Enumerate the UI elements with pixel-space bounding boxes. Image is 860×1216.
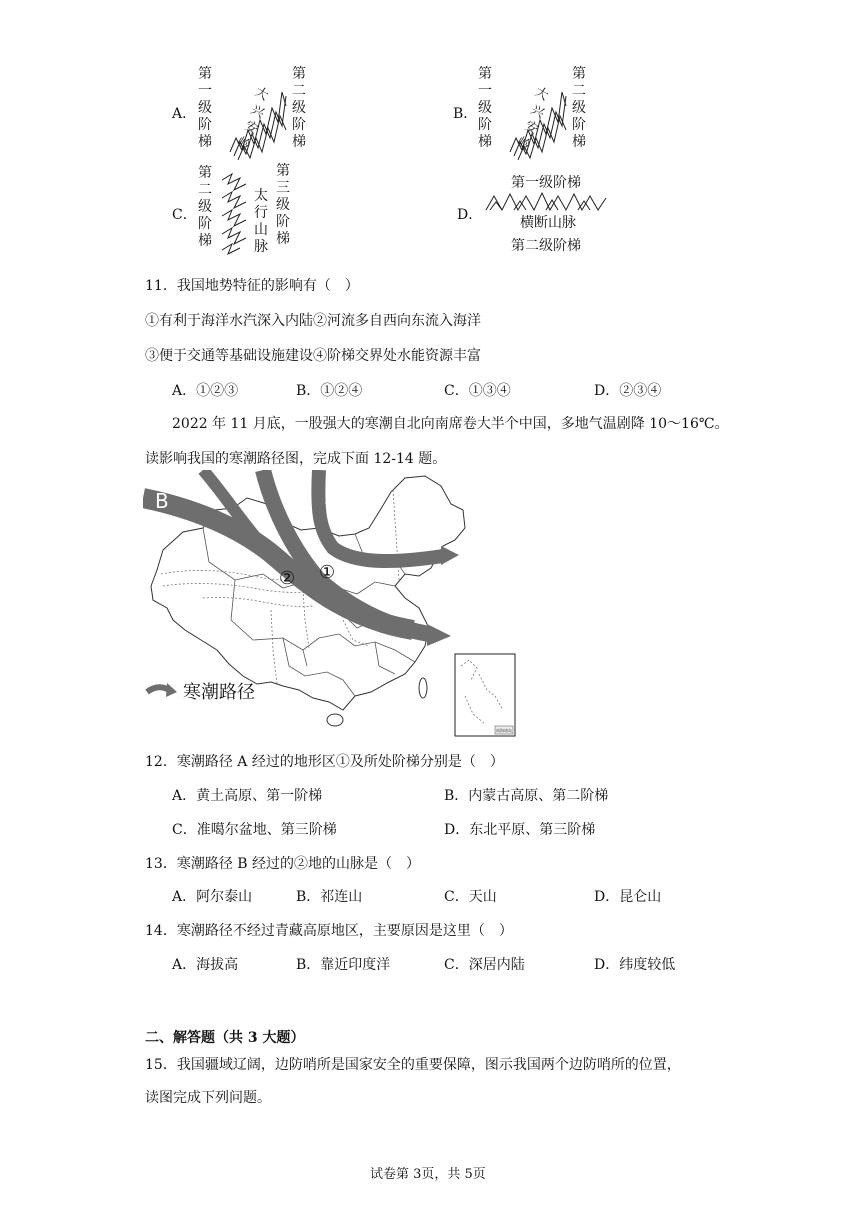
vertical-char: 二	[198, 182, 212, 198]
question-12-option-c[interactable]: C．准噶尔盆地、第三阶梯	[172, 822, 337, 838]
inset-label: 南海诸岛	[496, 728, 512, 733]
mountain-range-icon	[220, 72, 290, 160]
map-svg	[143, 470, 523, 740]
vertical-char: 一	[198, 83, 212, 99]
svg-text:安: 安	[242, 118, 261, 138]
svg-text:岭: 岭	[234, 134, 253, 154]
question-11-option-a[interactable]: A．①②③	[172, 383, 239, 399]
cold-wave-route-map	[143, 470, 523, 740]
question-14-option-c[interactable]: C．深居内陆	[444, 957, 525, 973]
question-13-option-b[interactable]: B．祁连山	[296, 889, 363, 905]
question-12-option-b[interactable]: B．内蒙古高原、第二阶梯	[444, 788, 609, 804]
mountain-range-icon	[218, 170, 254, 256]
question-13-option-d[interactable]: D．昆仑山	[594, 889, 662, 905]
vertical-char: 二	[572, 83, 586, 99]
vertical-char: 脉	[254, 239, 268, 255]
right-step-label	[292, 66, 306, 151]
mountain-range-icon	[500, 72, 570, 160]
question-13-stem: 13．寒潮路径 B 经过的②地的山脉是（ ）	[145, 856, 421, 872]
vertical-char: 梯	[292, 134, 306, 150]
marker-1: ①	[319, 562, 336, 583]
question-14-option-b[interactable]: B．靠近印度洋	[296, 957, 391, 973]
right-step-label	[276, 163, 290, 248]
option-letter: A．	[172, 106, 197, 122]
option-letter: B．	[453, 106, 478, 122]
question-11-option-d[interactable]: D．②③④	[594, 383, 662, 399]
question-11-stem: 11．我国地势特征的影响有（ ）	[145, 278, 359, 294]
legend-arrow-icon	[147, 687, 169, 692]
legend-label: 寒潮路径	[183, 682, 255, 703]
vertical-char: 阶	[198, 117, 212, 133]
vertical-char: 级	[198, 100, 212, 116]
mountain-label: 横断山脉	[520, 215, 576, 231]
question-14-stem: 14．寒潮路径不经过青藏高原地区，主要原因是这里（ ）	[145, 923, 513, 939]
vertical-char: 山	[254, 222, 268, 238]
vertical-char: 阶	[276, 214, 290, 230]
question-11-statement-2: ③便于交通等基础设施建设④阶梯交界处水能资源丰富	[145, 348, 481, 364]
vertical-char: 第	[292, 66, 306, 82]
question-15-line-2: 读图完成下列问题。	[145, 1090, 271, 1106]
vertical-char: 梯	[276, 231, 290, 247]
svg-text:兴: 兴	[248, 102, 267, 122]
question-12-option-a[interactable]: A．黄土高原、第一阶梯	[172, 788, 323, 804]
option-letter: D．	[457, 207, 483, 223]
vertical-char: 阶	[292, 117, 306, 133]
route-b-label: B	[155, 489, 169, 513]
question-11-option-b[interactable]: B．①②④	[296, 383, 363, 399]
vertical-char: 阶	[198, 216, 212, 232]
vertical-char: 梯	[572, 134, 586, 150]
passage-line-2: 读影响我国的寒潮路径图，完成下面 12-14 题。	[145, 451, 447, 467]
section-2-title: 二、解答题（共 3 大题）	[145, 1030, 305, 1046]
mountain-range-icon	[484, 190, 610, 212]
option-letter: C．	[172, 207, 197, 223]
question-14-option-d[interactable]: D．纬度较低	[594, 957, 676, 973]
vertical-char: 阶	[478, 117, 492, 133]
passage-line-1: 2022 年 11 月底，一股强大的寒潮自北向南席卷大半个中国，多地气温剧降 10～16℃。	[172, 416, 729, 432]
vertical-char: 级	[292, 100, 306, 116]
question-13-option-c[interactable]: C．天山	[444, 889, 497, 905]
left-step-label	[198, 165, 212, 250]
vertical-char: 阶	[572, 117, 586, 133]
vertical-char: 梯	[198, 134, 212, 150]
bottom-step-label: 第二级阶梯	[511, 238, 581, 254]
vertical-char: 三	[276, 180, 290, 196]
vertical-char: 梯	[198, 233, 212, 249]
mountain-label	[254, 188, 268, 256]
question-15-line-1: 15．我国疆域辽阔，边防哨所是国家安全的重要保障，图示我国两个边防哨所的位置，	[145, 1057, 681, 1073]
vertical-char: 行	[254, 205, 268, 221]
vertical-char: 第	[572, 66, 586, 82]
question-12-stem: 12．寒潮路径 A 经过的地形区①及所处阶梯分别是（ ）	[145, 754, 504, 770]
vertical-char: 级	[198, 199, 212, 215]
question-11-statement-1: ①有利于海洋水汽深入内陆②河流多自西向东流入海洋	[145, 313, 481, 329]
vertical-char: 级	[276, 197, 290, 213]
map-legend	[147, 682, 255, 703]
marker-2: ②	[279, 568, 296, 589]
svg-text:安: 安	[522, 118, 541, 138]
route-a-label: A	[325, 485, 339, 509]
vertical-char: 梯	[478, 134, 492, 150]
vertical-char: 级	[478, 100, 492, 116]
vertical-char: 太	[254, 188, 268, 204]
question-14-option-a[interactable]: A．海拔高	[172, 957, 239, 973]
svg-text:大: 大	[532, 84, 551, 104]
svg-text:大: 大	[252, 84, 271, 104]
vertical-char: 第	[198, 66, 212, 82]
vertical-char: 二	[292, 83, 306, 99]
vertical-char: 一	[478, 83, 492, 99]
south-china-sea-inset	[455, 654, 515, 736]
vertical-char: 级	[572, 100, 586, 116]
page-footer: 试卷第 3页，共 5页	[370, 1167, 486, 1182]
svg-text:兴: 兴	[528, 102, 547, 122]
right-step-label	[572, 66, 586, 151]
question-12-option-d[interactable]: D．东北平原、第三阶梯	[444, 822, 596, 838]
svg-text:岭: 岭	[514, 134, 533, 154]
vertical-char: 第	[276, 163, 290, 179]
left-step-label	[198, 66, 212, 151]
vertical-char: 第	[478, 66, 492, 82]
top-step-label: 第一级阶梯	[511, 175, 581, 191]
question-11-option-c[interactable]: C．①③④	[444, 383, 511, 399]
left-step-label	[478, 66, 492, 151]
question-13-option-a[interactable]: A．阿尔泰山	[172, 889, 253, 905]
vertical-char: 第	[198, 165, 212, 181]
